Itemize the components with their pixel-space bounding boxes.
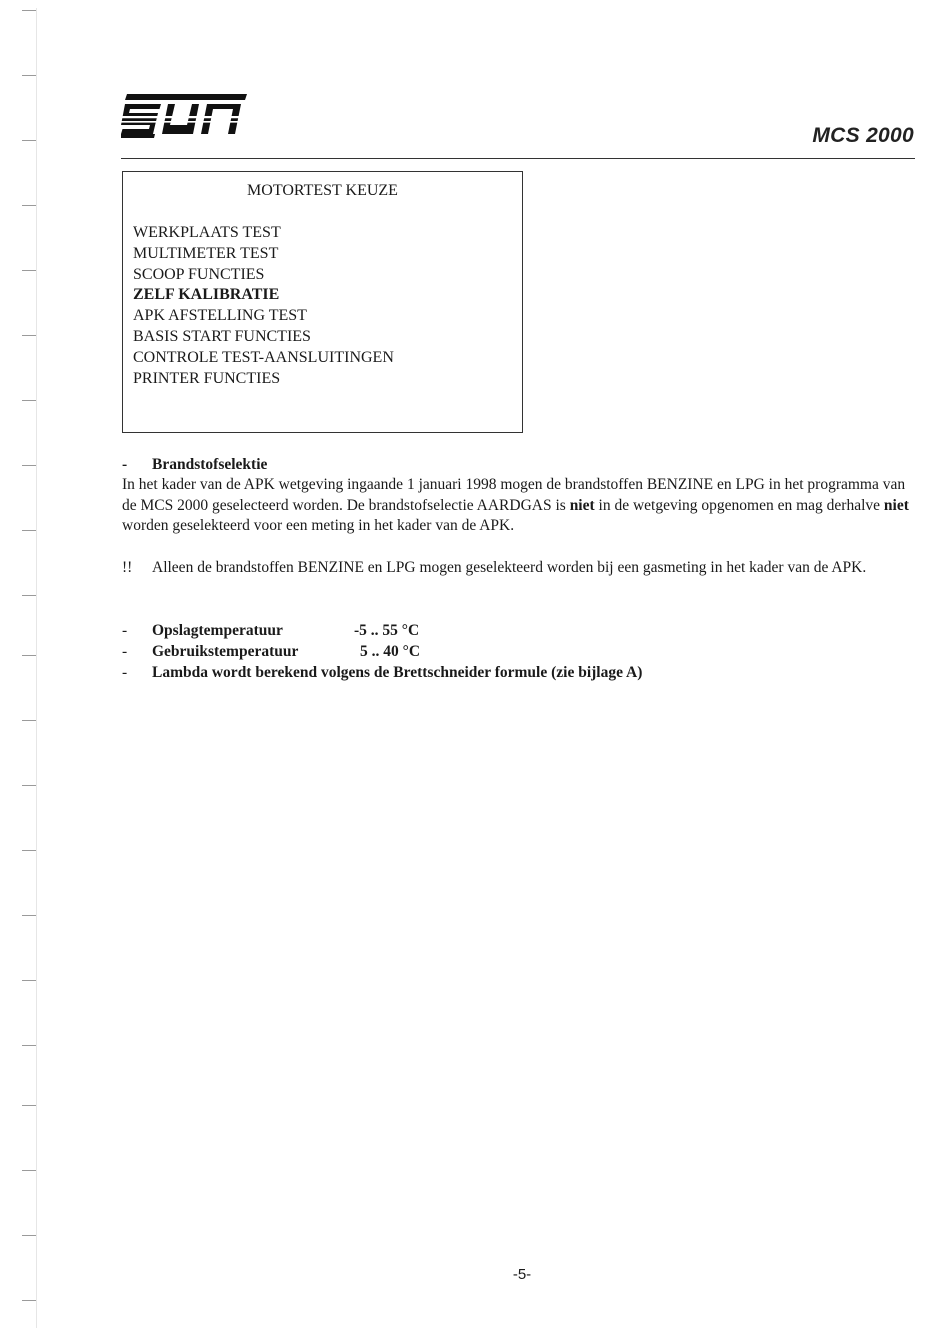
- edge-tick: [22, 980, 36, 981]
- edge-tick: [22, 915, 36, 916]
- edge-tick: [22, 785, 36, 786]
- spec-lambda: [122, 663, 912, 684]
- bullet-dash: -: [122, 664, 128, 681]
- edge-tick: [22, 720, 36, 721]
- menu-list: [133, 223, 394, 389]
- binder-edge-line: [36, 8, 37, 1328]
- fuel-selection-heading-row: [122, 455, 912, 476]
- edge-tick: [22, 655, 36, 656]
- paragraph-text: In het kader van de APK wetgeving ingaande 1 januari 1998 mogen de brandstoffen BENZINE en LPG in het programma van de MCS 2000 geselecteerd worden. De brandstofselectie AARDGAS is: [122, 476, 906, 514]
- storage-temperature-value: -5 .. 55 °C: [354, 622, 420, 639]
- lambda-note: Lambda wordt berekend volgens de Brettschneider formule (zie bijlage A): [152, 664, 643, 681]
- menu-item-basis-start-functies: BASIS START FUNCTIES: [133, 327, 311, 345]
- note-text: Alleen de brandstoffen BENZINE en LPG mogen geselekteerd worden bij een gasmeting in het kader van de APK.: [152, 559, 867, 576]
- menu-title: MOTORTEST KEUZE: [247, 182, 398, 199]
- edge-tick: [22, 850, 36, 851]
- edge-tick: [22, 1300, 36, 1301]
- edge-tick: [22, 1170, 36, 1171]
- note-marker: !!: [122, 559, 133, 576]
- edge-tick: [22, 530, 36, 531]
- fuel-selection-heading: Brandstofselektie: [152, 456, 268, 473]
- storage-temperature-label: Opslagtemperatuur: [152, 622, 283, 639]
- edge-tick: [22, 400, 36, 401]
- usage-temperature-label: Gebruikstemperatuur: [152, 643, 299, 660]
- warning-note: [122, 558, 912, 579]
- sun-logo: [121, 94, 247, 138]
- menu-item-zelf-kalibratie: ZELF KALIBRATIE: [133, 286, 280, 304]
- brand-title: MCS 2000: [812, 124, 914, 147]
- spec-storage-temperature: [122, 621, 912, 642]
- edge-tick: [22, 465, 36, 466]
- paragraph-text: in de wetgeving opgenomen en mag derhalve: [594, 496, 884, 514]
- emphasis-niet: niet: [569, 496, 595, 514]
- edge-tick: [22, 1235, 36, 1236]
- menu-item-werkplaats-test: WERKPLAATS TEST: [133, 224, 281, 241]
- edge-tick: [22, 205, 36, 206]
- header-divider: [121, 158, 915, 159]
- paragraph-text: worden geselekteerd voor een meting in het kader van de APK.: [122, 517, 515, 535]
- emphasis-niet: niet: [883, 496, 909, 514]
- menu-item-controle-test-aansluitingen: CONTROLE TEST-AANSLUITINGEN: [133, 348, 394, 366]
- edge-tick: [22, 335, 36, 336]
- fuel-selection-paragraph: [122, 475, 912, 537]
- menu-item-apk-afstelling-test: APK AFSTELLING TEST: [133, 307, 307, 325]
- edge-tick: [22, 595, 36, 596]
- spec-usage-temperature: [122, 642, 912, 663]
- usage-temperature-value: 5 .. 40 °C: [360, 643, 421, 660]
- menu-item-printer-functies: PRINTER FUNCTIES: [133, 369, 281, 387]
- motortest-menu-box: [122, 171, 523, 433]
- edge-tick: [22, 10, 36, 11]
- menu-item-multimeter-test: MULTIMETER TEST: [133, 244, 279, 262]
- page-number: -5-: [512, 1266, 532, 1283]
- edge-tick: [22, 75, 36, 76]
- edge-tick: [22, 270, 36, 271]
- edge-tick: [22, 140, 36, 141]
- edge-tick: [22, 1105, 36, 1106]
- bullet-dash: -: [122, 622, 128, 639]
- bullet-dash: -: [122, 456, 128, 473]
- menu-item-scoop-functies: SCOOP FUNCTIES: [133, 265, 265, 283]
- binder-edge-marks: [0, 0, 40, 1344]
- edge-tick: [22, 1045, 36, 1046]
- bullet-dash: -: [122, 643, 128, 660]
